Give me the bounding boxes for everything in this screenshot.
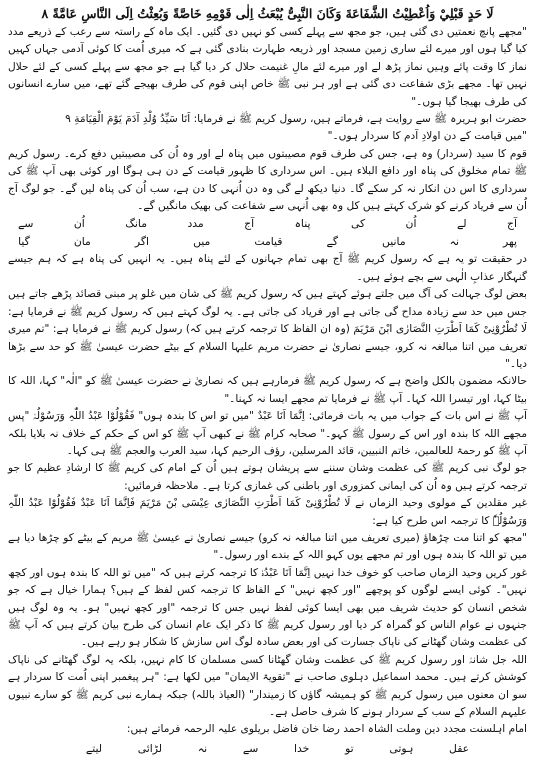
verse-word: سے bbox=[242, 741, 259, 755]
paragraph: در حقیقت تو یہ ہے کہ رسول کریم ﷺ آج بھی تمام جہانوں کے لئے پناہ ہیں۔ یہ انہیں کی پناہ ہے کہ ہم جیسے گنہگار عذابِ الٰہی سے بچے ہوئے ہیں۔ bbox=[8, 253, 527, 283]
verse-word: پھر bbox=[503, 235, 517, 249]
paragraph: جو لوگ نبی کریم ﷺ کی عظمت وشان سننے سے پریشان ہوتے ہیں اُن کے امام کی کریم ﷺ کا ارشادِ عظیم کا جو ترجمہ کرتے ہیں وہ اُن کی ایمانی کمزوری اور باطنی کی غمازی کرتا ہے۔ ملاحظہ فرمائیں: bbox=[8, 462, 527, 492]
verse-word: پناہ bbox=[294, 217, 311, 231]
verse-word: مدد bbox=[187, 217, 204, 231]
paragraph: امام اہلسنت مجدد دین وملت الشاہ احمد رضا خان فاضل بریلوی علیہ الرحمہ فرماتے ہیں: bbox=[126, 723, 527, 736]
verse-word: قیامت bbox=[254, 235, 283, 249]
verse-word: میں bbox=[193, 235, 211, 249]
verse-word: اُن bbox=[73, 217, 85, 231]
paragraph: حالانکہ مضمون بالکل واضح ہے کہ رسول کریم ﷺ فرمارہے ہیں کہ نصاریٰ نے حضرت عیسیٰ ﷺ کو "الٰہ" کہا، اللہ کا بیٹا کہا، اور تیسرا اللہ کہا۔ آپ ﷺ نے فرمایا تم مجھے ایسا نہ کہنا۔" bbox=[8, 375, 527, 405]
paragraph: "مجھ کو اتنا مت چڑھاؤ (میری تعریف میں اتنا مبالغہ نہ کرو) جیسے نصاریٰ نے عیسیٰ ﷺ مریم کے بیٹے کو چڑھا دیا ہے میں تو اللہ کا بندہ ہوں اور تم مجھے یوں کہو اللہ کے بندے اور رسول۔" bbox=[8, 531, 527, 562]
paragraph: "میں قیامت کے دن اولادِ آدم کا سردار ہوں۔" bbox=[327, 130, 527, 143]
verse-word: لڑائی bbox=[137, 741, 163, 755]
paragraph: غور کریں وحید الزماں صاحب کو خوف خدا نہیں اِنَّمَا اَنَا عَبْدُہٗ کا ترجمہ کرتے ہیں کہ "میں تو اللہ کا بندہ ہوں اور کچھ نہیں"۔ کوئی ایسے لوگوں کو پوچھے "اور کچھ نہیں" کے الفاظ کا ترجمہ کس لفظ کے ہیں؟ ہمارا خیال ہے کہ جو شخص انسان کو حدیث شریف میں بھی ایسا کوئی لفظ نہیں جس کا ترجمہ "اور کچھ نہیں" ہو۔ یہ وہ لوگ ہیں جنہوں نے عوام الناس کو گمراہ کر دیا اور رسول کریم ﷺ کا ذکر ایک عام انسان کی طرح بیان کرتے ہیں کہ آپ ﷺ کی عظمت وشان گھٹانے کی ناپاک جسارت کی اور بعض سادہ لوگ اس سازش کا شکار ہو رہے ہیں۔ bbox=[8, 566, 527, 649]
verse-word: اُن bbox=[405, 217, 417, 231]
paragraph: آپ ﷺ نے اس بات کے جواب میں یہ بات فرمائی: اِنَّمَا اَنَا عَبْدٌ "میں تو اس کا بندہ ہوں" فَقُوْلُوْا عَبْدُ اللّٰہِ وَرَسُوْلُہٗ "پس مجھے اللہ کا بندہ اور اس کے رسول ﷺ کہو۔" صحابہ کرام ﷺ نے کبھی آپ ﷺ کو اس کے حکم کے خلاف نہ بلایا بلکہ آپ ﷺ کو رحمۃ للعالمین، خاتم النبیین، قائد المرسلین، رؤف الرحیم کہا، سید العرب والعجم ﷺ ہی کہا۔ bbox=[8, 410, 527, 457]
paragraph: "مجھے پانچ نعمتیں دی گئی ہیں، جو مجھ سے پہلے کسی کو نہیں دی گئیں۔ ایک ماہ کے راستہ سے رعب کے ذریعے مدد کیا گیا ہوں اور میرے لئے ساری زمین مسجد اور ذریعہ طہارت بنادی گئی ہے کہ میری اُمت کا کوئی آدمی جہاں کہیں نماز کا وقت پائے وہیں نماز پڑھ لے اور میرے لئے مالِ غنیمت حلال کر دیا گیا ہے جو مجھ سے پہلے کسی کے لئے حلال نہیں تھا۔ مجھے بڑی شفاعت دی گئی ہے اور ہر نبی ﷺ خاص اپنی قوم کی طرف بھیجے گئے تھے، میں سارے انسانوں کی طرف بھیجا گیا ہوں۔" bbox=[8, 26, 527, 108]
verse-word: نہ bbox=[197, 741, 208, 755]
verse-word: مانیں bbox=[382, 235, 406, 249]
verse-word: سے bbox=[18, 217, 34, 231]
paragraph: غیر مقلدین کے مولوی وحید الزماں نے لَا تُطْرُوْنِیْ کَمَا اَطْرَتِ النَّصَارٰی عِیْسَی بْنَ مَرْیَمَ فَاِنَّمَا اَنَا عَبْدٌ فَقُوْلُوْا عَبْدُ اللّٰہِ وَرَسُوْلُہٗ کا ترجمہ اس طرح کیا ہے: bbox=[8, 497, 527, 527]
verse-word: آج bbox=[244, 217, 255, 231]
verse-word: آج bbox=[507, 217, 517, 231]
verse-word: گیا bbox=[18, 235, 30, 249]
paragraph: حضرت ابو ہریرہ ﷺ سے روایت ہے، فرماتے ہیں، رسول کریم ﷺ نے فرمایا: اَنَا سَیِّدُ وُلْدِ آدَمَ یَوْمَ الْقِیَامَةِ ۹ bbox=[65, 113, 527, 126]
paragraph: قوم کا سید (سردار) وہ ہے، جس کی طرف قوم مصیبتوں میں پناہ لے اور وہ اُن کی مصیبتیں دفع کرے۔ رسول کریم ﷺ تمام مخلوق کی پناہ اور دافع البلاء ہیں۔ اس سرداری کا ظہور قیامت کے دن ہی ہوگا اور کوئی بھی آپ ﷺ کی سرداری کا اس دن انکار نہ کر سکے گا۔ دنیا دیکھ لے گی وہ دن اُنہی کا دن ہے، سب اُن کی پناہ لیں گے۔ جو لوگ آج اُن سے فریاد کرنے کو شرک کہتے ہیں کل وہ بھی اُنہی سے شفاعت کی بھیک مانگیں گے۔ bbox=[8, 147, 527, 213]
opening-arabic-text: لَا حَدٍ قَبْلِيْ وَاُعْطِیْتُ الشَّفَاعَةَ وَکَانَ النَّبِیُّ یُبْعَثُ اِلٰی قَوْمِهِ خَاصَّةً وَبُعِثْتُ اِلَی النَّاسِ عَامَّةً ۸ bbox=[41, 6, 494, 21]
verse-word: عقل bbox=[449, 741, 470, 755]
verse-word: ہوتی bbox=[389, 741, 414, 755]
verse-word: لے bbox=[456, 217, 467, 231]
closing-verse-line bbox=[8, 739, 527, 759]
verse-word: اگر bbox=[134, 235, 150, 249]
verse-line bbox=[8, 233, 527, 251]
verse-word: مان bbox=[73, 235, 91, 249]
verse-word: خدا bbox=[293, 741, 310, 755]
verse-word: نہ bbox=[449, 235, 459, 249]
paragraph: بعض لوگ جہالت کی آگ میں جلتے ہوئے کہتے ہیں کہ رسول کریم ﷺ کی شان میں غلو پر مبنی قصائد پڑھے جاتے ہیں جس میں حد سے زیادہ مداح گی جاتی ہے اور فریاد کی جاتی ہے۔ یہ لوگ کہتے ہیں کہ رسول کریم ﷺ نے فرمایا ہے: لَا تُطْرُوْنِیْ کَمَا اَطْرَتِ النَّصَارٰی ابْنَ مَرْیَمَ (وہ ان الفاظ کا ترجمہ کرتے ہیں کہ) رسول کریم ﷺ نے فرمایا ہے: "تم میری تعریف میں اتنا مبالغہ نہ کرو، جیسے نصاریٰ نے حضرت مریم علیہا السلام کے بیٹے حضرت عیسیٰ ﷺ کو حد سے بڑھا دیا۔" bbox=[8, 288, 527, 370]
verse-word: گے bbox=[326, 235, 338, 249]
verse-line bbox=[8, 215, 527, 233]
verse-word: لیتے bbox=[85, 741, 103, 755]
paragraph: اللہ جل شانہٗ اور رسول کریم ﷺ کی عظمت وشان گھٹانا کسی مسلمان کا کام نہیں، بلکہ یہ لوگ گھٹانے کی ناپاک کوشش کرتے ہیں۔ محمد اسماعیل دہلوی صاحب نے "تقویۃ الایمان" میں لکھا ہے: "ہر پیغمبر اپنی اُمت کا سردار ہے سو ان معنوں میں رسول کریم ﷺ کو ہمیشہ گاؤں کا زمیندار" (العیاذ باللہ) جبکہ ہمارے نبی کریم ﷺ کو سارے نبیوں علیہم السلام کے سب کے سردار ہونے کا شرف حاصل ہے۔ bbox=[8, 653, 527, 719]
verse-word: مانگ bbox=[125, 217, 147, 231]
verse-word: کی bbox=[350, 217, 366, 231]
verse-word: تو bbox=[345, 741, 354, 755]
